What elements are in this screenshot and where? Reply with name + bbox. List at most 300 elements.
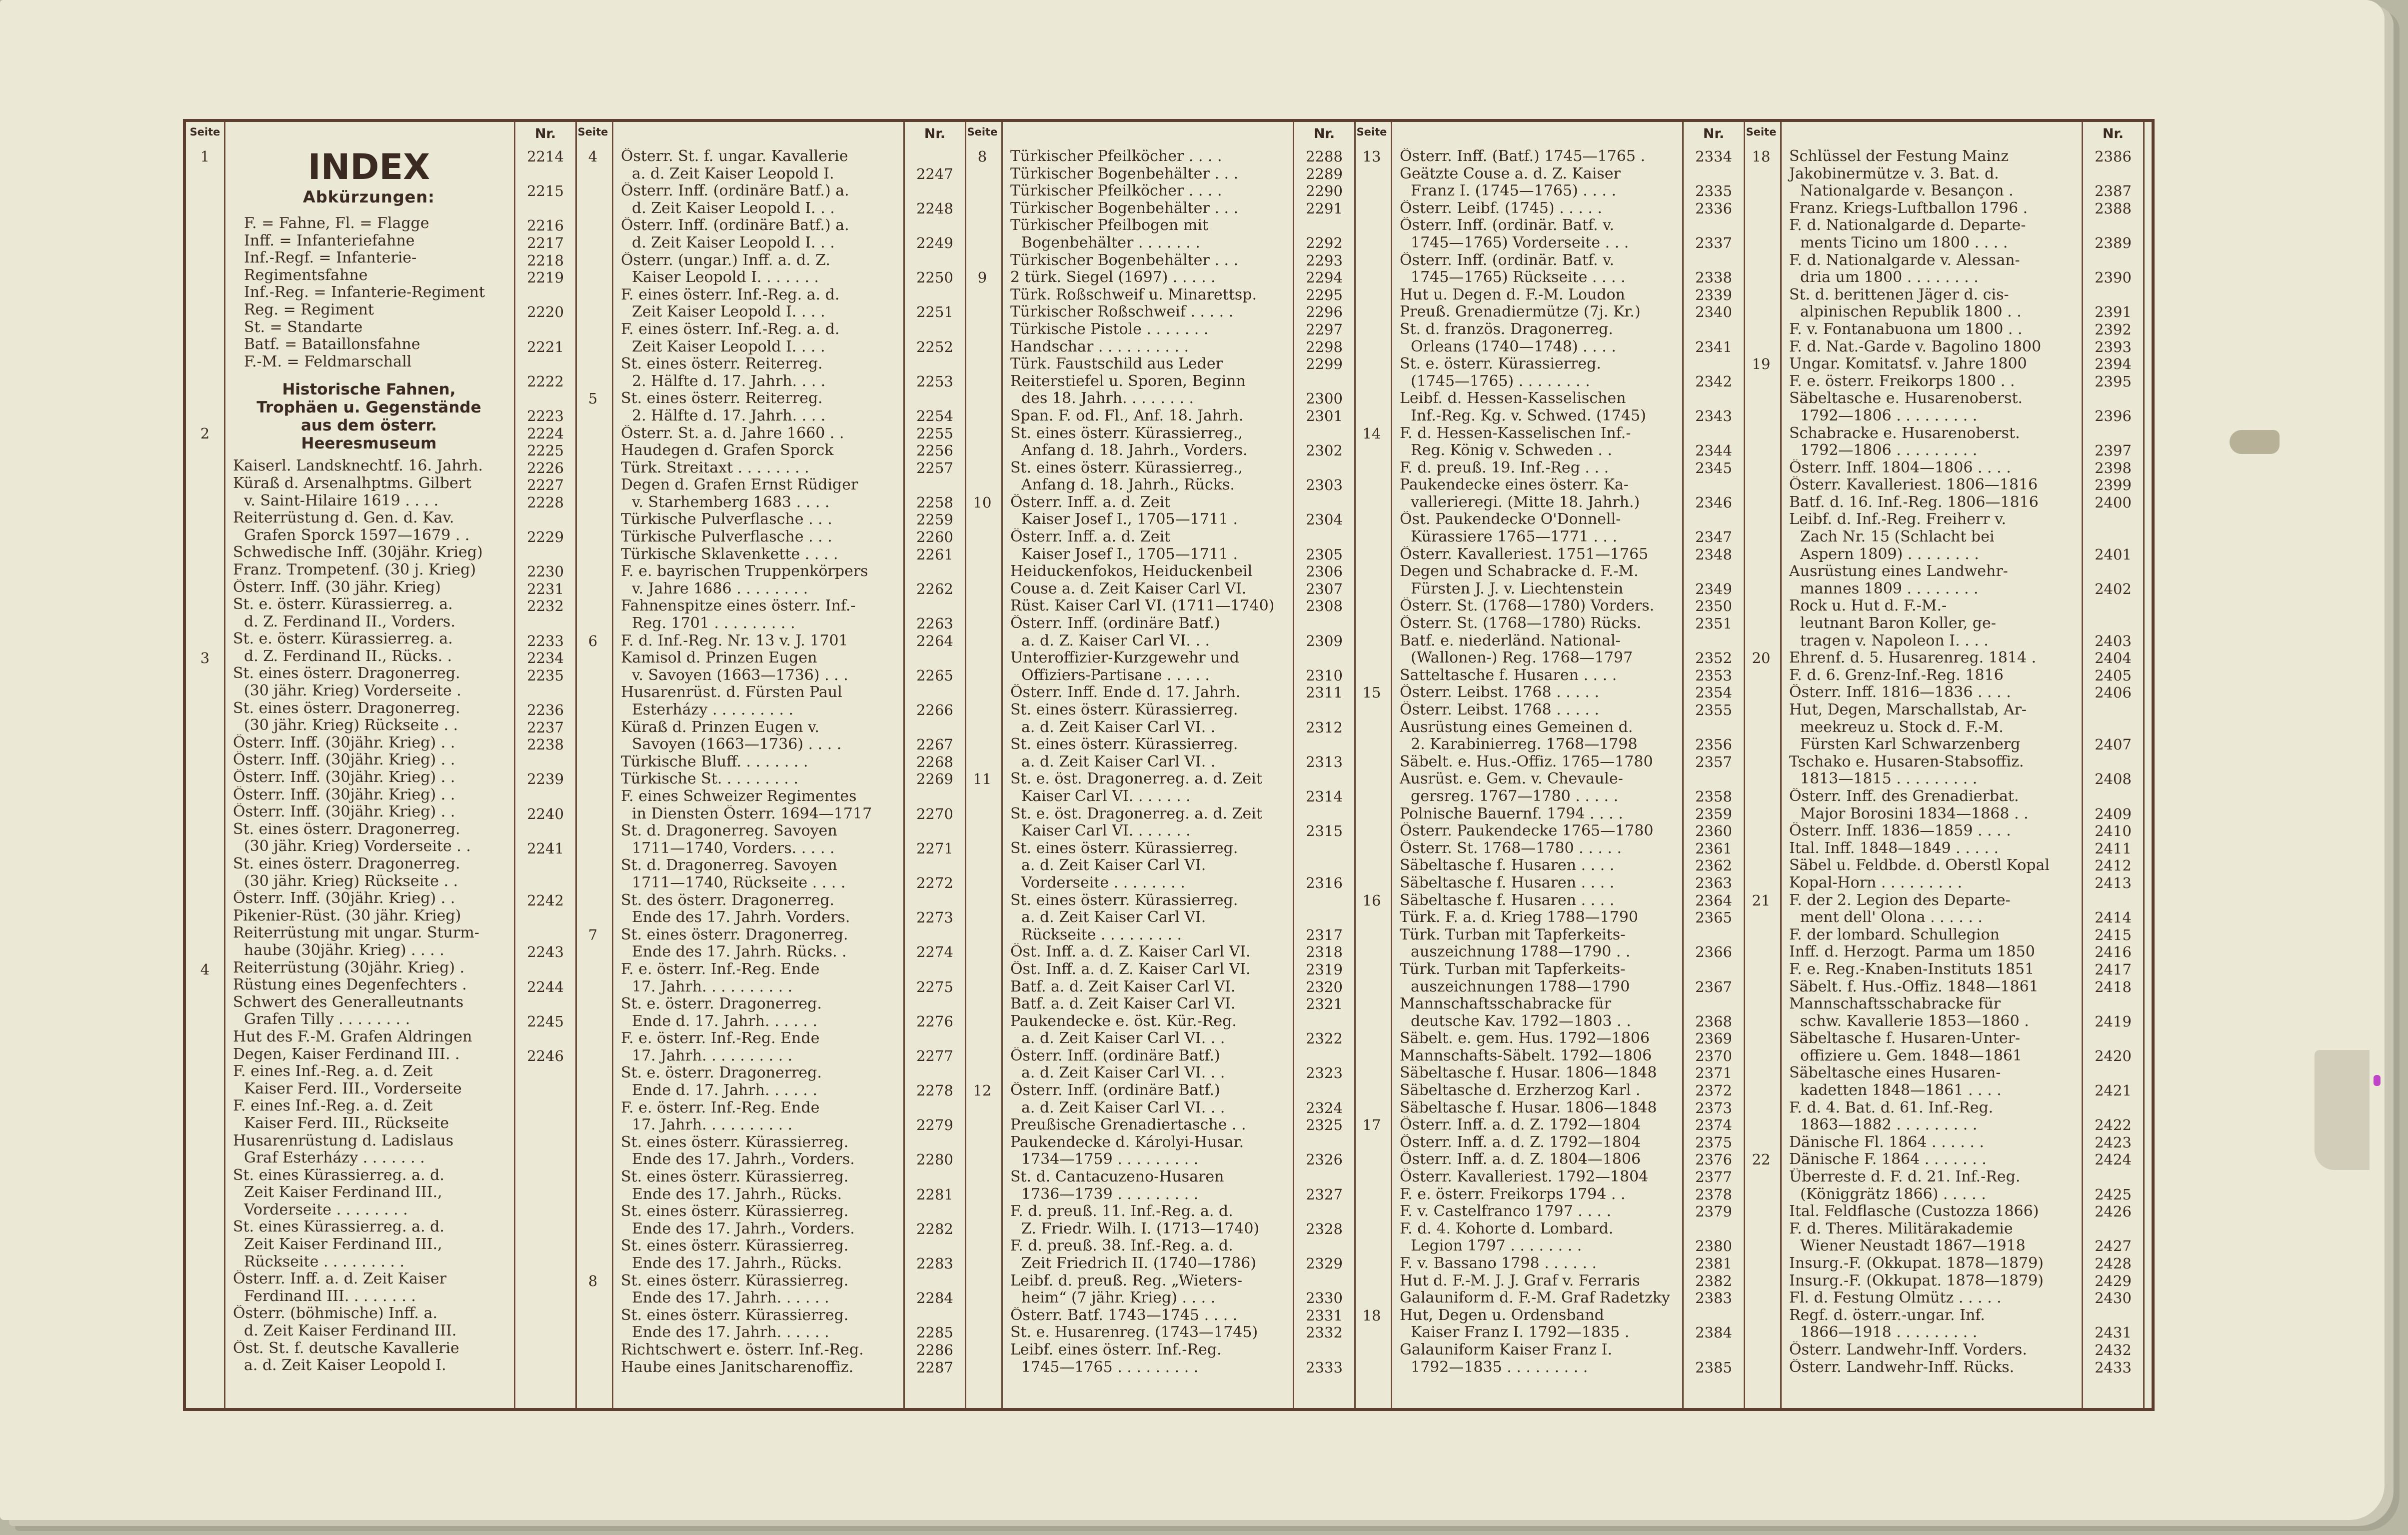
entry-number: 2314: [1306, 788, 1343, 805]
index-entry: F. e. Reg.-Knaben-Instituts 1851: [1789, 960, 2035, 978]
seite-number: [1353, 1220, 1391, 1238]
entry-number: [905, 961, 965, 978]
entry-rows: [224, 148, 514, 1374]
entry-number: 2366: [1695, 944, 1732, 961]
seite-number: [186, 476, 224, 494]
index-entry: Ausrüstung eines Gemeinen d.: [1400, 718, 1633, 736]
bookmark-marker: [2374, 1075, 2381, 1086]
index-entry: Überreste d. F. d. 21. Inf.-Reg.: [1789, 1168, 2021, 1186]
seite-number: [1353, 494, 1391, 512]
index-entry: Kamisol d. Prinzen Eugen: [621, 650, 817, 667]
index-entry: Ehrenf. d. 5. Husarenreg. 1814 .: [1789, 650, 2037, 667]
index-entry: Kaiser Franz I. 1792—1835 .: [1411, 1324, 1630, 1342]
seite-number: [1742, 1134, 1780, 1152]
seite-number: [574, 338, 612, 356]
seite-number: [186, 702, 224, 719]
entry-number: [1294, 806, 1354, 823]
entry-number: [515, 754, 575, 771]
entry-number: [1294, 528, 1354, 546]
index-entry: Hut u. Degen d. F.-M. Loudon: [1400, 286, 1625, 304]
seite-number: [1353, 1168, 1391, 1186]
seite-number: [186, 511, 224, 528]
seite-number: [186, 874, 224, 892]
index-entry: Rückseite . . . . . . . . .: [244, 1253, 405, 1270]
seite-header: Seite: [967, 126, 998, 138]
entry-number: [1684, 390, 1744, 408]
entry-number: 2316: [1306, 874, 1343, 892]
index-entry: Kaiser Leopold I. . . . . . .: [632, 269, 819, 286]
entry-number: [905, 148, 965, 166]
index-entry: 1745—1765) Rückseite . . . .: [1411, 269, 1626, 286]
seite-number: [574, 1342, 612, 1359]
seite-number: [963, 1324, 1001, 1342]
seite-number: [574, 304, 612, 321]
index-entry: Rüst. Kaiser Carl VI. (1711—1740): [1010, 598, 1275, 615]
index-entry: Österr. Inff. (30jähr. Krieg) . .: [233, 752, 455, 769]
seite-number: [574, 788, 612, 806]
entry-number: 2394: [2095, 356, 2132, 373]
index-entry: Mannschafts-Säbelt. 1792—1806: [1400, 1047, 1652, 1064]
entry-number: 2235: [527, 666, 564, 684]
entry-number: 2286: [916, 1341, 953, 1358]
index-entry: Türkischer Bogenbehälter . . .: [1010, 200, 1239, 217]
index-entry: Reiterrüstung d. Gen. d. Kav.: [233, 510, 454, 527]
entry-number: [2083, 1100, 2143, 1117]
entry-number: 2406: [2095, 684, 2132, 702]
entry-number: 2340: [1695, 304, 1732, 321]
seite-number: [1742, 1220, 1780, 1238]
index-entry: F. d. Nationalgarde d. Departe-: [1789, 217, 2026, 234]
seite-number: [963, 408, 1001, 425]
index-entry: F. v. Bassano 1798 . . . . . .: [1400, 1255, 1597, 1272]
entry-number: 2281: [916, 1186, 953, 1203]
entry-number: [905, 217, 965, 234]
entry-number: [905, 1238, 965, 1255]
index-entry: Z. Friedr. Wilh. I. (1713—1740): [1021, 1220, 1260, 1238]
seite-number: [963, 1203, 1001, 1220]
seite-number: [1742, 1100, 1780, 1117]
entry-number: 2219: [527, 269, 564, 286]
index-entry: Säbeltasche d. Erzherzog Karl .: [1400, 1082, 1641, 1100]
entry-number: 2263: [916, 615, 953, 632]
index-entry: Inff. d. Herzogt. Parma um 1850: [1789, 944, 2035, 961]
seite-number: [963, 304, 1001, 321]
entry-number: [905, 684, 965, 702]
seite-number: [963, 840, 1001, 858]
index-entry: Insurg.-F. (Okkupat. 1878—1879): [1789, 1272, 2044, 1290]
seite-number: [574, 476, 612, 494]
index-entry: Österr. Landwehr-Inff. Rücks.: [1789, 1358, 2015, 1376]
entry-number: [2083, 1064, 2143, 1082]
entry-number: [1294, 840, 1354, 858]
entry-number: 2417: [2095, 960, 2132, 978]
entry-number: 2401: [2095, 546, 2132, 563]
seite-number: 7: [588, 926, 598, 944]
seite-number: [963, 563, 1001, 580]
index-entry: St. eines österr. Kürassierreg.: [1010, 736, 1238, 754]
entry-number: 2368: [1695, 1012, 1732, 1030]
seite-number: [1353, 1134, 1391, 1152]
entry-number: 2359: [1695, 805, 1732, 822]
seite-number: [963, 806, 1001, 823]
seite-number: [1353, 408, 1391, 425]
index-entry: F. eines Inf.-Reg. a. d. Zeit: [233, 1063, 433, 1080]
index-entry: 1734—1759 . . . . . . . . .: [1021, 1151, 1199, 1168]
index-entry: Österr. Inff. a. d. Z. 1792—1804: [1400, 1116, 1641, 1134]
entry-number: 2239: [527, 770, 564, 788]
nr-rows: [2083, 148, 2143, 1376]
entry-number: [1294, 650, 1354, 667]
index-entry: Richtschwert e. österr. Inf.-Reg.: [621, 1341, 864, 1358]
seite-number: [1353, 650, 1391, 667]
seite-number: [1742, 684, 1780, 702]
seite-number: [963, 926, 1001, 944]
entry-number: 2223: [527, 407, 564, 424]
seite-number: [1353, 667, 1391, 684]
seite-number: [1353, 874, 1391, 892]
entry-number: [905, 892, 965, 910]
seite-number: [186, 390, 224, 408]
entry-number: [2083, 1307, 2143, 1324]
seite-number: [186, 494, 224, 512]
seite-number: [1353, 1342, 1391, 1359]
entry-number: 2351: [1695, 615, 1732, 632]
index-entry: Degen, Kaiser Ferdinand III. .: [233, 1046, 460, 1063]
seite-number: [963, 1186, 1001, 1204]
entry-number: 2280: [916, 1151, 953, 1168]
index-entry: (30 jähr. Krieg) Vorderseite . .: [244, 838, 471, 856]
seite-number: [574, 460, 612, 477]
entry-number: 2334: [1695, 148, 1732, 165]
index-entry: 1711—1740, Rückseite . . . .: [632, 874, 846, 892]
index-entry: 17. Jahrh. . . . . . . . . .: [632, 978, 793, 996]
seite-number: [1742, 1064, 1780, 1082]
seite-number: [963, 511, 1001, 528]
index-entry: Österr. Leibst. 1768 . . . . .: [1400, 684, 1599, 702]
seite-number: [963, 874, 1001, 892]
seite-number: [186, 1048, 224, 1065]
seite-number: [1353, 304, 1391, 321]
seite-number: 11: [973, 770, 992, 788]
entry-number: 2295: [1306, 286, 1343, 304]
entry-number: [905, 1134, 965, 1152]
index-entry: Paukendecke eines österr. Ka-: [1400, 476, 1629, 494]
index-entry: F. eines österr. Inf.-Reg. a. d.: [621, 320, 840, 338]
index-entry: St. eines Kürassierreg. a. d.: [233, 1166, 444, 1184]
index-entry: 1711—1740, Vorders. . . . .: [632, 840, 835, 857]
seite-number: [1353, 996, 1391, 1013]
entry-number: 2410: [2095, 822, 2132, 840]
index-entry: Batf. a. d. Zeit Kaiser Carl VI.: [1010, 996, 1236, 1013]
index-entry: Ende d. 17. Jahrh. . . . . .: [632, 1012, 818, 1030]
index-entry: Hut, Degen, Marschallstab, Ar-: [1789, 702, 2027, 718]
entry-number: 2395: [2095, 372, 2132, 390]
entry-column: [612, 122, 903, 1408]
seite-number: [1742, 806, 1780, 823]
entry-column: [1780, 122, 2082, 1408]
index-entry: auszeichnung 1788—1790 . .: [1411, 944, 1631, 961]
index-entry: (Königgrätz 1866) . . . . .: [1800, 1186, 1986, 1203]
entry-number: [905, 857, 965, 874]
index-entry: Reiterrüstung mit ungar. Sturm-: [233, 924, 479, 942]
seite-number: [574, 356, 612, 373]
seite-number: 4: [200, 960, 210, 978]
seite-number: [574, 1082, 612, 1100]
index-entry: 2. Hälfte d. 17. Jahrh. . . .: [632, 407, 826, 424]
entry-number: 2344: [1695, 442, 1732, 460]
seite-number: [963, 702, 1001, 719]
entry-number: 2298: [1306, 338, 1343, 356]
index-entry: Türkischer Bogenbehälter . . .: [1010, 165, 1239, 182]
entry-number: [1294, 909, 1354, 926]
index-entry: Haube eines Janitscharenoffiz.: [621, 1358, 854, 1376]
index-entry: auszeichnungen 1788—1790: [1411, 978, 1630, 996]
seite-number: [1742, 528, 1780, 546]
entry-number: 2383: [1695, 1290, 1732, 1307]
index-entry: v. Jahre 1686 . . . . . . . .: [632, 580, 808, 598]
seite-number: [574, 182, 612, 200]
index-entry: Jakobinermütze v. 3. Bat. d.: [1789, 165, 1999, 182]
entry-number: 2249: [916, 234, 953, 252]
abbreviation-item: Inff. = Infanteriefahne: [244, 232, 415, 250]
seite-number: [574, 1324, 612, 1342]
seite-number: [186, 356, 224, 373]
seite-number: [1742, 1255, 1780, 1272]
index-entry: Ende des 17. Jahrh. Rücks. .: [632, 944, 847, 961]
entry-number: [515, 321, 575, 338]
seite-number: [1353, 1082, 1391, 1100]
index-entry: Grafen Sporck 1597—1679 . .: [244, 526, 470, 544]
entry-number: [905, 822, 965, 840]
index-entry: Franz. Trompetenf. (30 j. Krieg): [233, 561, 476, 578]
seite-number: [1353, 269, 1391, 286]
entry-column: [1001, 122, 1293, 1408]
seite-number: [1742, 580, 1780, 598]
index-entry: Österr. Inff. (ordinäre Batf.): [1010, 1082, 1220, 1100]
index-entry: Österr. Inff. (30jähr. Krieg) . .: [233, 890, 455, 908]
seite-rows: [186, 148, 224, 1064]
seite-number: [574, 563, 612, 580]
entry-number: 2215: [527, 182, 564, 200]
seite-number: [1742, 926, 1780, 944]
entry-number: 2293: [1306, 252, 1343, 269]
seite-number: [1353, 460, 1391, 477]
nr-rows: [905, 148, 965, 1376]
entry-number: [1294, 1238, 1354, 1255]
index-entry: F. der lombard. Schullegion: [1789, 926, 2000, 944]
seite-number: [963, 615, 1001, 632]
entry-number: [1684, 1307, 1744, 1324]
index-entry: Kaiser Ferd. III., Rückseite: [244, 1114, 449, 1132]
entry-number: 2242: [527, 892, 564, 909]
index-entry: 1745—1765) Vorderseite . . .: [1411, 234, 1629, 252]
entry-number: 2216: [527, 217, 564, 234]
index-entry: F. d. preuß. 38. Inf.-Reg. a. d.: [1010, 1238, 1233, 1255]
index-entry: Österr. Inff. (Batf.) 1745—1765 .: [1400, 148, 1646, 165]
entry-number: 2302: [1306, 442, 1343, 460]
entry-number: [1294, 494, 1354, 512]
index-entry: Batf. d. 16. Inf.-Reg. 1806—1816: [1789, 494, 2039, 511]
entry-number: 2354: [1695, 684, 1732, 702]
index-entry: Galauniform Kaiser Franz I.: [1400, 1341, 1613, 1358]
index-entry: Türkische Bluff. . . . . . . .: [621, 753, 808, 770]
seite-number: [574, 546, 612, 564]
index-entry: (1745—1765) . . . . . . . .: [1411, 372, 1590, 390]
seite-number: [1353, 234, 1391, 252]
entry-number: [905, 926, 965, 944]
entry-number: [1294, 1168, 1354, 1186]
seite-number: [1742, 598, 1780, 615]
index-entry: Dänische F. 1864 . . . . . . .: [1789, 1151, 1987, 1168]
entry-number: 2275: [916, 978, 953, 996]
index-entry: Ende des 17. Jahrh. Vorders.: [632, 909, 850, 926]
index-entry: d. Z. Ferdinand II., Rücks. .: [244, 648, 452, 665]
nr-header: Nr.: [2102, 126, 2124, 142]
index-entry: Türk. Turban mit Tapferkeits-: [1400, 960, 1626, 978]
entry-number: 2227: [527, 476, 564, 494]
index-entry: Ende des 17. Jahrh., Vorders.: [632, 1220, 855, 1238]
entry-number: [1294, 892, 1354, 910]
seite-number: [1353, 1255, 1391, 1272]
seite-number: 19: [1752, 356, 1771, 373]
index-entry: 1792—1806 . . . . . . . . .: [1800, 442, 1978, 460]
index-entry: d. Zeit Kaiser Leopold I. . .: [632, 200, 835, 217]
entry-number: [1684, 476, 1744, 494]
entry-number: 2389: [2095, 234, 2132, 252]
seite-number: [1742, 840, 1780, 858]
seite-number: [1353, 754, 1391, 771]
seite-number: [186, 892, 224, 910]
index-entry: Säbeltasche f. Husar. 1806—1848: [1400, 1064, 1657, 1082]
index-entry: Zeit Kaiser Leopold I. . . .: [632, 338, 825, 356]
seite-number: [963, 961, 1001, 978]
index-entry: a. d. Z. Kaiser Carl VI. . .: [1021, 632, 1210, 650]
entry-number: [1684, 1342, 1744, 1359]
nr-column: [2082, 122, 2145, 1408]
seite-header: Seite: [1746, 126, 1777, 138]
seite-number: [1353, 806, 1391, 823]
index-entry: Leibf. d. Hessen-Kasselischen: [1400, 390, 1626, 408]
entry-rows: [612, 148, 903, 1376]
seite-number: [574, 217, 612, 234]
entry-number: 2278: [916, 1082, 953, 1100]
seite-number: 22: [1752, 1151, 1771, 1168]
entry-number: 2425: [2095, 1186, 2132, 1203]
seite-number: [1353, 580, 1391, 598]
index-entry: Säbeltasche eines Husaren-: [1789, 1064, 2001, 1082]
seite-number: [186, 304, 224, 321]
index-entry: Preußische Grenadiertasche . .: [1010, 1116, 1246, 1134]
seite-number: [186, 615, 224, 632]
seite-number: [963, 252, 1001, 270]
entry-number: [1294, 1342, 1354, 1359]
seite-number: [574, 667, 612, 684]
entry-number: 2283: [916, 1255, 953, 1272]
entry-number: [905, 252, 965, 270]
entry-number: 2320: [1306, 978, 1343, 996]
entry-number: [1294, 857, 1354, 874]
index-entry: Österr. Inff. (ordinär. Batf. v.: [1400, 217, 1614, 234]
seite-number: [1353, 736, 1391, 754]
index-entry: St. d. französ. Dragonerreg.: [1400, 320, 1613, 338]
index-entry: Österr. Inff. (30jähr. Krieg) . .: [233, 804, 455, 821]
entry-number: 2416: [2095, 944, 2132, 961]
entry-number: [515, 926, 575, 944]
seite-number: [574, 1255, 612, 1272]
entry-number: 2240: [527, 805, 564, 822]
seite-rows: [574, 148, 612, 1376]
entry-number: 2430: [2095, 1290, 2132, 1307]
entry-number: [905, 996, 965, 1013]
entry-number: [1294, 1272, 1354, 1290]
seite-number: [574, 425, 612, 442]
seite-number: [1742, 1203, 1780, 1220]
index-entry: Türk. Faustschild aus Leder: [1010, 356, 1223, 373]
index-entry: Türkischer Roßschweif . . . . .: [1010, 304, 1234, 321]
seite-header: Seite: [189, 126, 220, 138]
entry-number: 2325: [1306, 1116, 1343, 1134]
entry-number: 2256: [916, 442, 953, 460]
index-entry: 1792—1806 . . . . . . . . .: [1800, 407, 1978, 424]
index-entry: schw. Kavallerie 1853—1860 .: [1800, 1012, 2029, 1030]
index-entry: dria um 1800 . . . . . . . .: [1800, 269, 1979, 286]
index-entry: Reiterrüstung (30jähr. Krieg) .: [233, 959, 465, 976]
index-entry: St. eines österr. Kürassierreg.: [621, 1134, 849, 1151]
index-entry: Schwert des Generalleutnants: [233, 994, 464, 1011]
seite-number: [963, 1100, 1001, 1117]
index-entry: Hut, Degen u. Ordensband: [1400, 1306, 1604, 1324]
seite-number: [186, 373, 224, 390]
seite-number: [963, 1307, 1001, 1324]
entry-number: 2381: [1695, 1255, 1732, 1272]
index-entry: St. eines österr. Dragonerreg.: [233, 700, 460, 717]
seite-number: [963, 286, 1001, 304]
seite-number: [1353, 1324, 1391, 1342]
seite-number: [963, 1168, 1001, 1186]
spacer: [224, 452, 514, 458]
seite-number: [1353, 321, 1391, 338]
index-entry: Türkische Pistole . . . . . . .: [1010, 320, 1209, 338]
index-entry: Unteroffizier-Kurzgewehr und: [1010, 650, 1240, 667]
entry-number: [1294, 1013, 1354, 1030]
index-entry: Ital. Inff. 1848—1849 . . . . .: [1789, 840, 1999, 857]
index-entry: Fürsten Karl Schwarzenberg: [1800, 736, 2021, 754]
seite-number: [186, 460, 224, 477]
entry-number: 2238: [527, 736, 564, 754]
seite-number: [186, 754, 224, 771]
index-entry: Ende des 17. Jahrh., Rücks.: [632, 1186, 842, 1203]
index-entry: Handschar . . . . . . . . . .: [1010, 338, 1189, 356]
seite-number: [574, 598, 612, 615]
entry-number: [1684, 996, 1744, 1013]
index-entry: Hut des F.-M. Grafen Aldringen: [233, 1028, 472, 1046]
entry-number: 2367: [1695, 978, 1732, 996]
seite-number: [574, 1064, 612, 1082]
entry-number: 2287: [916, 1358, 953, 1376]
index-entry: St. e. österr. Kürassierreg.: [1400, 356, 1601, 373]
index-entry: Österr. St. f. ungar. Kavallerie: [621, 148, 848, 165]
index-entry: v. Savoyen (1663—1736) . . .: [632, 666, 848, 684]
seite-number: [1353, 390, 1391, 408]
entry-number: 2372: [1695, 1082, 1732, 1100]
entry-number: 2432: [2095, 1341, 2132, 1358]
index-entry: Öst. St. f. deutsche Kavallerie: [233, 1340, 459, 1357]
entry-number: [1294, 460, 1354, 477]
seite-number: [1353, 252, 1391, 270]
seite-number: [1742, 460, 1780, 477]
entry-number: 2252: [916, 338, 953, 356]
seite-number: [1742, 321, 1780, 338]
